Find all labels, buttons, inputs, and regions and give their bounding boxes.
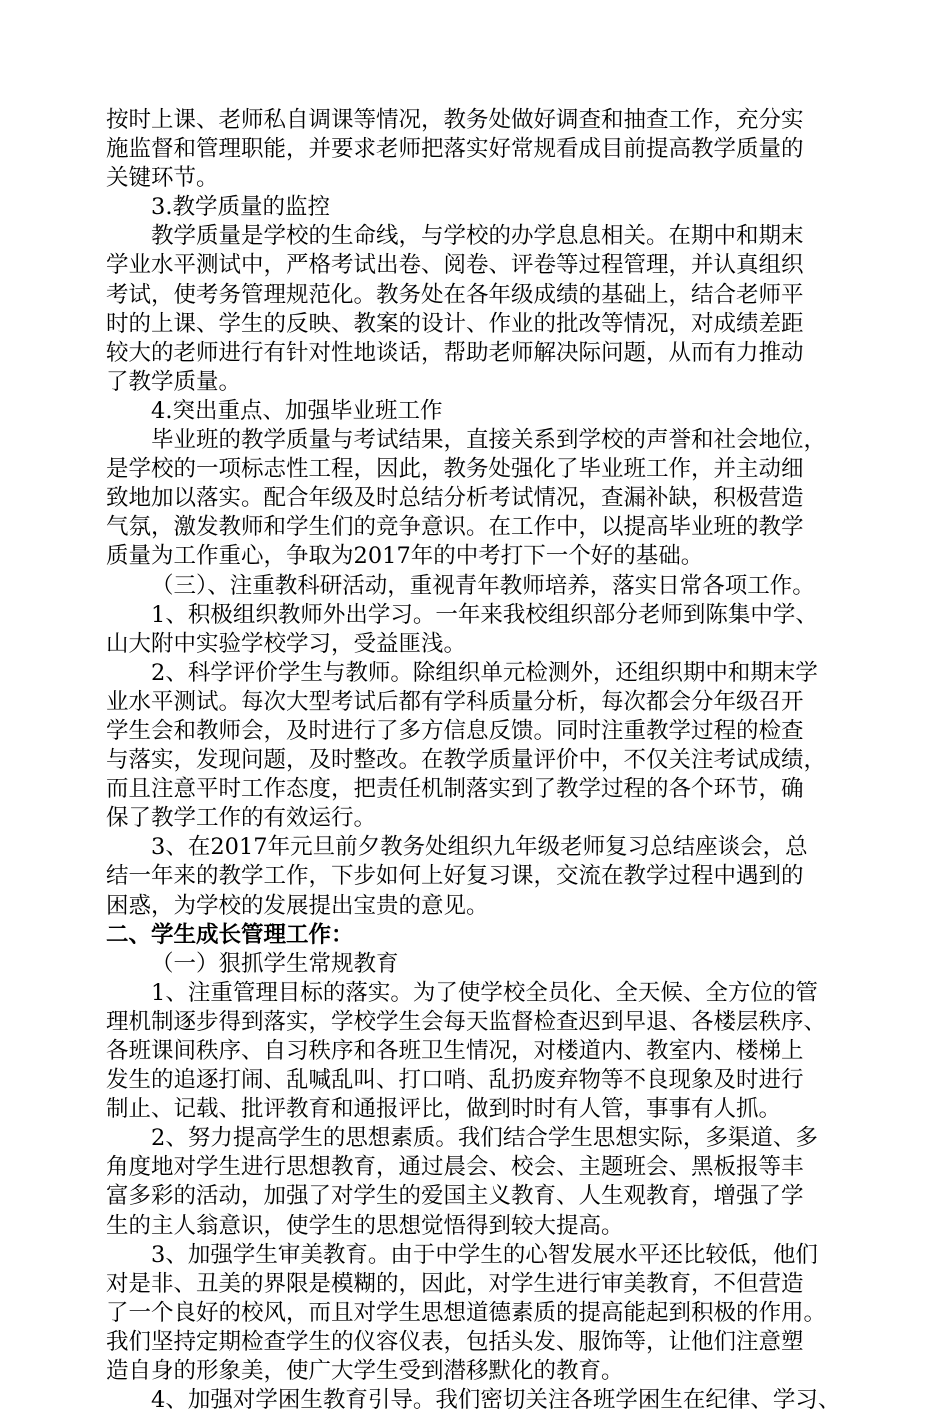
text-line: 考试，使考务管理规范化。教务处在各年级成绩的基础上，结合老师平 [106, 281, 804, 308]
text-line: 了教学质量。 [106, 368, 242, 395]
text-line: 我们坚持定期检查学生的仪容仪表，包括头发、服饰等，让他们注意塑 [106, 1328, 804, 1355]
text-line: 角度地对学生进行思想教育，通过晨会、校会、主题班会、黑板报等丰 [106, 1154, 804, 1181]
text-line: 施监督和管理职能，并要求老师把落实好常规看成目前提高教学质量的 [106, 136, 804, 163]
text-line: 时的上课、学生的反映、教案的设计、作业的批改等情况，对成绩差距 [106, 310, 804, 337]
text-line: 3、加强学生审美教育。由于中学生的心智发展水平还比较低，他们 [151, 1241, 818, 1268]
text-line: 而且注意平时工作态度，把责任机制落实到了教学过程的各个环节，确 [106, 776, 804, 803]
text-line: 结一年来的教学工作，下步如何上好复习课，交流在教学过程中遇到的 [106, 863, 804, 890]
text-line: 质量为工作重心，争取为2017年的中考打下一个好的基础。 [106, 543, 704, 570]
text-line: 各班课间秩序、自习秩序和各班卫生情况，对楼道内、教室内、楼梯上 [106, 1038, 804, 1064]
text-line: 4、加强对学困生教育引导。我们密切关注各班学困生在纪律、学习、 [151, 1387, 841, 1414]
text-line: 保了教学工作的有效运行。 [106, 805, 377, 832]
text-line: 困惑，为学校的发展提出宝贵的意见。 [106, 892, 489, 919]
text-line: 致地加以落实。配合年级及时总结分析考试情况，查漏补缺，积极营造 [106, 485, 804, 512]
text-line: 理机制逐步得到落实，学校学生会每天监督检查迟到早退、各楼层秩序、 [106, 1008, 827, 1035]
text-line: 造自身的形象美，使广大学生受到潜移默化的教育。 [106, 1358, 624, 1385]
text-line: （三）、注重教科研活动，重视青年教师培养，落实日常各项工作。 [151, 572, 815, 599]
text-line: 3.教学质量的监控 [151, 194, 330, 221]
text-line: 制止、记载、批评教育和通报评比，做到时时有人管，事事有人抓。 [106, 1096, 782, 1123]
text-line: 业水平测试。每次大型考试后都有学科质量分析，每次都会分年级召开 [106, 688, 804, 715]
text-line: 较大的老师进行有针对性地谈话，帮助老师解决际问题，从而有力推动 [106, 339, 804, 366]
section-heading: 二、学生成长管理工作： [106, 921, 354, 948]
text-line: 1、积极组织教师外出学习。一年来我校组织部分老师到陈集中学、 [151, 601, 818, 628]
text-line: 2、科学评价学生与教师。除组织单元检测外，还组织期中和期末学 [151, 659, 818, 686]
text-line: （一）狠抓学生常规教育 [151, 950, 399, 977]
text-line: 与落实，发现问题，及时整改。在教学质量评价中，不仅关注考试成绩， [106, 747, 827, 774]
text-line: 毕业班的教学质量与考试结果，直接关系到学校的声誉和社会地位， [151, 427, 827, 454]
text-line: 山大附中实验学校学习，受益匪浅。 [106, 630, 467, 657]
text-line: 3、在2017年元旦前夕教务处组织九年级老师复习总结座谈会，总 [151, 834, 808, 861]
text-line: 对是非、丑美的界限是模糊的，因此，对学生进行审美教育，不但营造 [106, 1270, 804, 1297]
text-line: 按时上课、老师私自调课等情况，教务处做好调查和抽查工作，充分实 [106, 107, 804, 133]
text-line: 学业水平测试中，严格考试出卷、阅卷、评卷等过程管理，并认真组织 [106, 252, 804, 279]
text-line: 发生的追逐打闹、乱喊乱叫、打口哨、乱扔废弃物等不良现象及时进行 [106, 1067, 804, 1094]
text-line: 了一个良好的校风，而且对学生思想道德素质的提高能起到积极的作用。 [106, 1299, 827, 1326]
text-line: 气氛，激发教师和学生们的竞争意识。在工作中，以提高毕业班的教学 [106, 514, 804, 541]
text-line: 4.突出重点、加强毕业班工作 [151, 397, 443, 424]
text-line: 生的主人翁意识，使学生的思想觉悟得到较大提高。 [106, 1212, 624, 1239]
text-line: 关键环节。 [106, 165, 219, 192]
text-line: 2、努力提高学生的思想素质。我们结合学生思想实际，多渠道、多 [151, 1125, 818, 1152]
text-line: 教学质量是学校的生命线，与学校的办学息息相关。在期中和期末 [151, 223, 804, 250]
text-line: 是学校的一项标志性工程，因此，教务处强化了毕业班工作，并主动细 [106, 456, 804, 483]
text-line: 富多彩的活动，加强了对学生的爱国主义教育、人生观教育，增强了学 [106, 1183, 804, 1210]
text-line: 学生会和教师会，及时进行了多方信息反馈。同时注重教学过程的检查 [106, 717, 804, 744]
document-body [106, 106, 858, 1415]
text-line: 1、注重管理目标的落实。为了使学校全员化、全天候、全方位的管 [151, 979, 818, 1006]
